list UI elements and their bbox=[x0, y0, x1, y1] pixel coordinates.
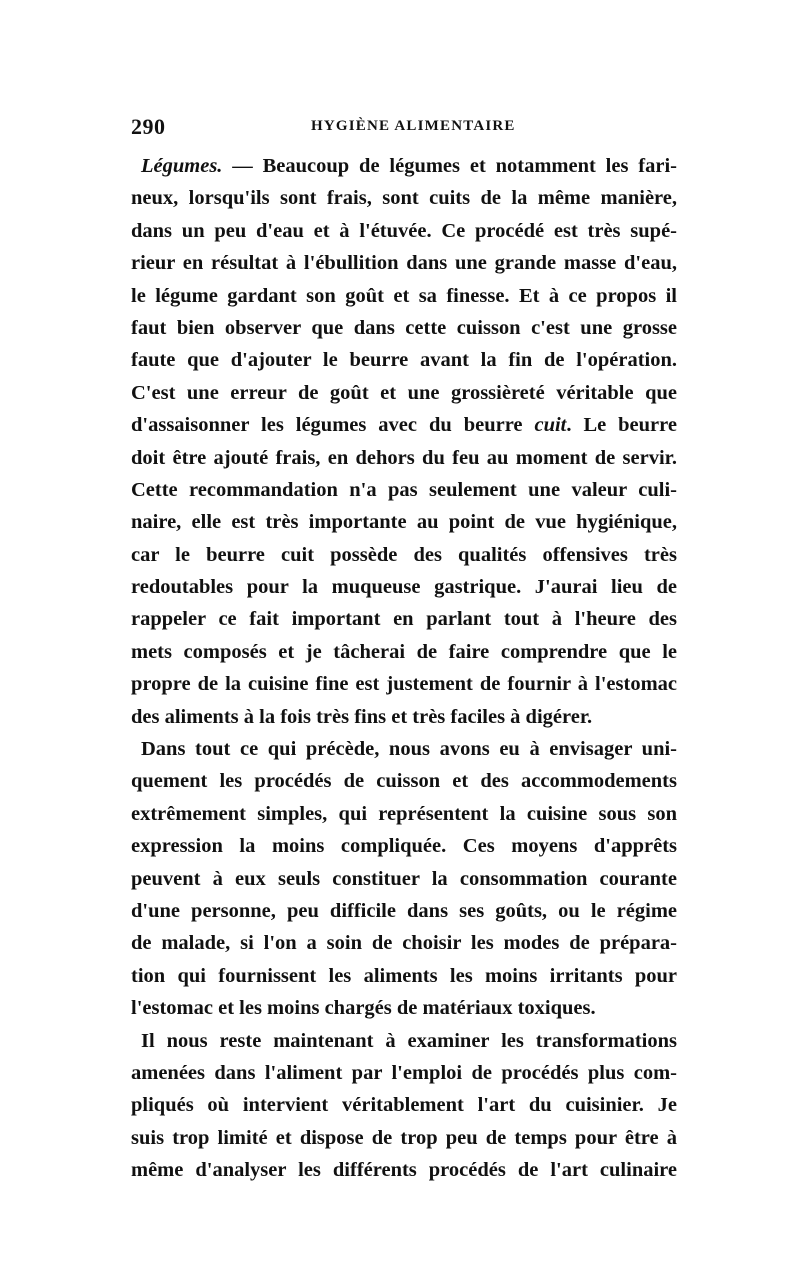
text-line: redoutables pour la muqueuse gastrique. J'aurai lieu de bbox=[131, 576, 677, 599]
running-title: HYGIÈNE ALIMENTAIRE bbox=[311, 118, 516, 134]
text-line: naire, elle est très importante au point de vue hygiénique, bbox=[131, 511, 677, 534]
paragraph bbox=[131, 1025, 677, 1187]
text-line: C'est une erreur de goût et une grossièreté véritable que bbox=[131, 381, 677, 404]
text-line: rappeler ce fait important en parlant tout à l'heure des bbox=[131, 608, 677, 631]
text-line: amenées dans l'aliment par l'emploi de procédés plus com- bbox=[131, 1061, 677, 1084]
text-line: Légumes. — Beaucoup de légumes et notamment les fari- bbox=[141, 155, 677, 177]
text-line: car le beurre cuit possède des qualités offensives très bbox=[131, 543, 677, 566]
run-in-heading: Légumes. bbox=[141, 155, 223, 177]
page-header bbox=[131, 114, 677, 144]
text-line: l'estomac et les moins chargés de matériaux toxiques. bbox=[131, 997, 596, 1020]
text-line: des aliments à la fois très fins et très faciles à digérer. bbox=[131, 705, 593, 728]
text-line: peuvent à eux seuls constituer la consommation courante bbox=[131, 867, 677, 890]
text-line: le légume gardant son goût et sa finesse. Et à ce propos il bbox=[131, 284, 677, 307]
text-line: faute que d'ajouter le beurre avant la fin de l'opération. bbox=[131, 349, 677, 372]
text-line: Cette recommandation n'a pas seulement une valeur culi- bbox=[131, 478, 677, 501]
text-line: extrêmement simples, qui représentent la cuisine sous son bbox=[131, 802, 677, 825]
text-line: dans un peu d'eau et à l'étuvée. Ce procédé est très supé- bbox=[131, 219, 677, 242]
text-line: de malade, si l'on a soin de choisir les modes de prépara- bbox=[131, 932, 677, 955]
page-number: 290 bbox=[131, 114, 166, 139]
text-line: mets composés et je tâcherai de faire comprendre que le bbox=[131, 640, 677, 663]
text-line: pliqués où intervient véritablement l'art du cuisinier. Je bbox=[131, 1094, 677, 1117]
body-text bbox=[131, 150, 677, 1187]
text-line: expression la moins compliquée. Ces moyens d'apprêts bbox=[131, 835, 677, 858]
paragraph bbox=[131, 150, 677, 733]
text-line: Il nous reste maintenant à examiner les transformations bbox=[141, 1029, 677, 1052]
text-line: propre de la cuisine fine est justement de fournir à l'estomac bbox=[131, 673, 677, 696]
text-line: suis trop limité et dispose de trop peu de temps pour être à bbox=[131, 1126, 677, 1149]
text-line: même d'analyser les différents procédés de l'art culinaire bbox=[131, 1159, 677, 1182]
text-line: rieur en résultat à l'ébullition dans une grande masse d'eau, bbox=[131, 252, 677, 275]
paragraph bbox=[131, 733, 677, 1025]
text-line: Dans tout ce qui précède, nous avons eu à envisager uni- bbox=[141, 738, 677, 761]
italic-word: cuit bbox=[534, 414, 567, 437]
text-line: d'assaisonner les légumes avec du beurre cuit. Le beurre bbox=[131, 414, 677, 437]
text-line: quement les procédés de cuisson et des accommodements bbox=[131, 770, 677, 793]
text-line: tion qui fournissent les aliments les moins irritants pour bbox=[131, 964, 677, 987]
text-line: faut bien observer que dans cette cuisson c'est une grosse bbox=[131, 316, 677, 339]
text-line: doit être ajouté frais, en dehors du feu au moment de servir. bbox=[131, 446, 677, 469]
text-line: neux, lorsqu'ils sont frais, sont cuits de la même manière, bbox=[131, 187, 677, 210]
text-line: d'une personne, peu difficile dans ses goûts, ou le régime bbox=[131, 899, 677, 922]
